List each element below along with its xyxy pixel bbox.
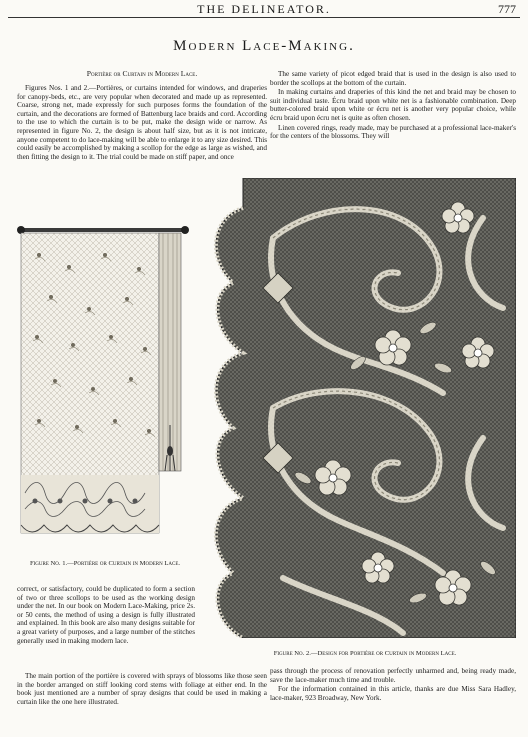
paragraph: Figures Nos. 1 and 2.—Portières, or curtains intended for windows, and draperies for canopy-beds, etc., are very popular when decorated and made up as represented. Coarse, strong net, made expressly for such purposes forms the foundation of the curtain, and the decorations are formed of Battenburg lace braids and cord. According to the use to which the curtain is to be put, make the design wide or narrow. As represented in figure No. 2, the design is about half size, but as it is not intricate, anyone competent to do lace-making will be able to enlarge it to any size desired. This could easily be accomplished by making a scollop for the edge as large as wished, and then fitting the design to it. The trial could be made on stiff paper, and once <box>17 84 267 161</box>
column-2-bottom <box>270 667 516 703</box>
column-1-bottom <box>17 585 195 646</box>
page-number: 777 <box>498 2 516 16</box>
article-title: Modern Lace-Making. <box>173 38 355 54</box>
column-1-top-body <box>17 84 267 162</box>
column-2-top <box>270 70 516 142</box>
column-1-bottom-wide <box>17 672 267 707</box>
figure-2-caption: Figure No. 2.—Design for Portière or Curtain in Modern Lace. <box>273 650 457 657</box>
column-1-top <box>17 70 267 80</box>
paragraph: Linen covered rings, ready made, may be purchased at a professional lace-maker's for the centers of the blossoms. They will <box>270 123 516 141</box>
paragraph: For the information contained in this article, thanks are due Miss Sara Hadley, lace-maker, 923 Broadway, New York. <box>270 685 516 702</box>
section-heading: Portière or Curtain in Modern Lace. <box>86 69 198 78</box>
lace-design-image <box>203 178 516 638</box>
curtain-image <box>15 225 190 545</box>
paragraph: pass through the process of renovation perfectly unharmed and, being ready made, save the lace-maker much time and trouble. <box>270 667 516 684</box>
figure-2-illustration <box>203 178 516 638</box>
figure-1-illustration <box>15 225 190 545</box>
paragraph: correct, or satisfactory, could be duplicated to form a section of two or three scollops to be used as the working design under the net. In our book on Modern Lace-Making, price 2s. or 50 cents, the method of using a design is fully illustrated and explained. In this book are also many designs suitable for a great variety of purposes, and a large number of the stitches generally used in making modern lace. <box>17 585 195 645</box>
header-rule <box>8 17 520 18</box>
paragraph: The same variety of picot edged braid that is used in the design is also used to border the scollops at the bottom of the curtain. <box>270 70 516 87</box>
running-head <box>0 2 528 16</box>
journal-title: THE DELINEATOR. <box>197 2 331 16</box>
paragraph: The main portion of the portière is covered with sprays of blossoms like those seen in the border arranged on stiff looking cord stems with foliage at either end. In the book just mentioned are a number of spray designs that could be used in making a curtain like the one here illustrated. <box>17 672 267 706</box>
figure-1-caption: Figure No. 1.—Portière or Curtain in Modern Lace. <box>29 560 181 567</box>
paragraph: In making curtains and draperies of this kind the net and braid may be chosen to suit individual taste. Écru braid upon white net is a fashionable combination. Deep butter-colored braid upon white or écru net is another very popular choice, while écru braid upon écru net is quite as often chosen. <box>270 88 516 122</box>
